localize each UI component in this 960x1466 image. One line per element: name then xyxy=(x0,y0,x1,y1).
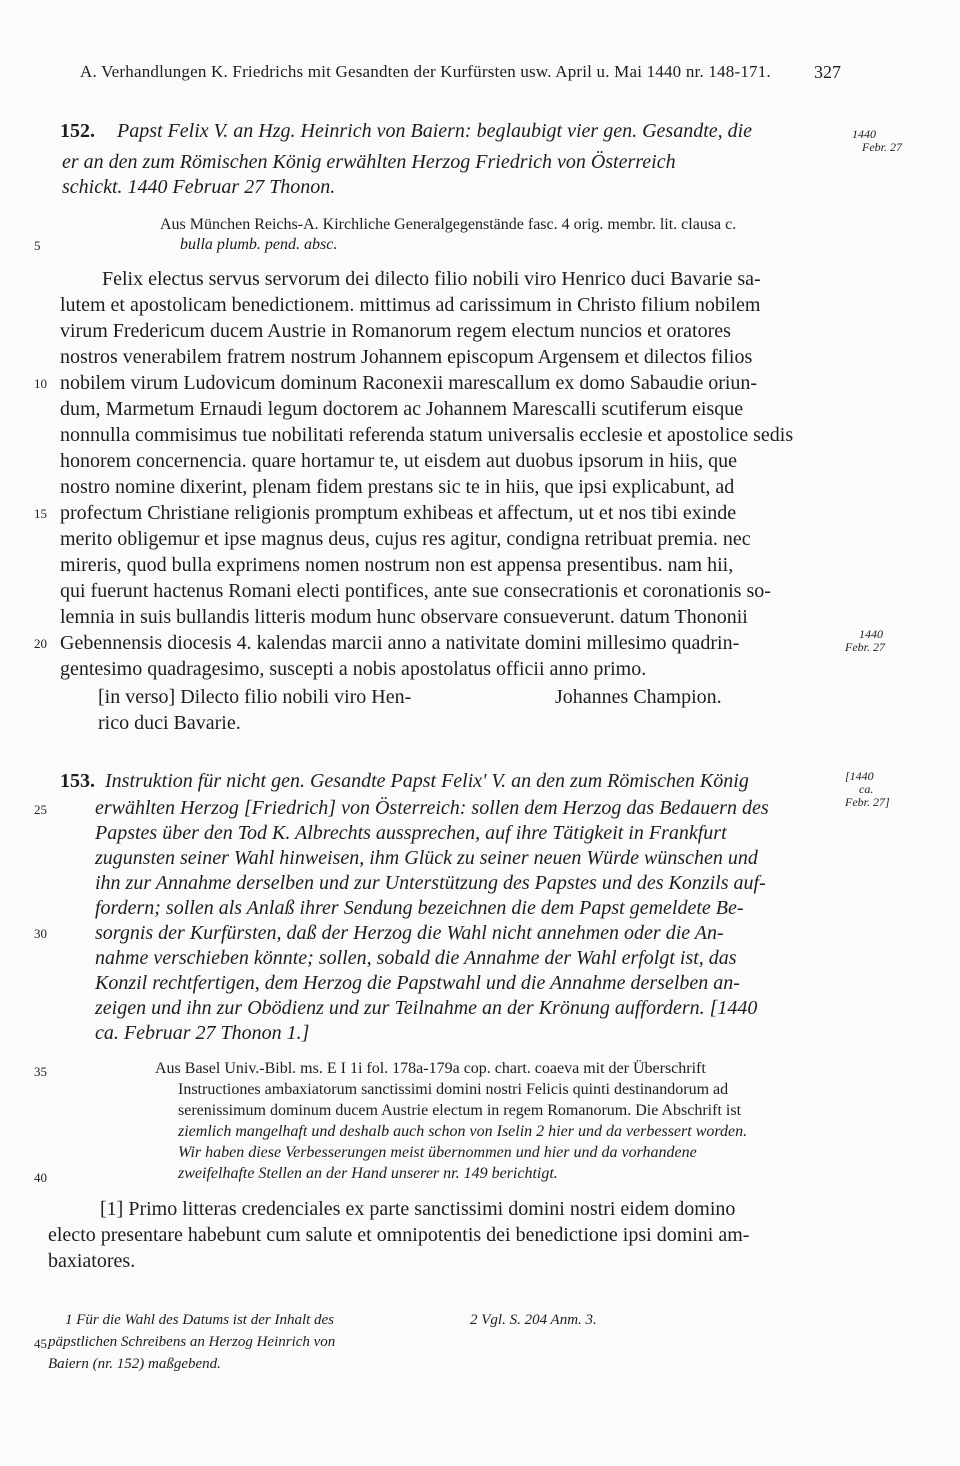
doc153-regest-line-6: fordern; sollen als Anlaß ihrer Sendung bezeichnen die dem Papst gemeldete Be- xyxy=(95,897,744,919)
line-number-25: 25 xyxy=(34,802,47,817)
doc152-text-line-6: dum, Marmetum Ernaudi legum doctorem ac Johannem Marescalli scutiferum eisque xyxy=(60,398,744,420)
doc152-text-line-14: lemnia in suis bullandis litteris modum hunc observare consueverunt. datum Thononii xyxy=(60,606,748,628)
doc153-source-line-3: serenissimum dominum ducem Austrie electum in regem Romanorum. Die Abschrift ist xyxy=(178,1102,742,1119)
doc153-source-line-4: ziemlich mangelhaft und deshalb auch schon von Iselin 2 hier und da verbessert worden. xyxy=(178,1123,748,1140)
line-number-45: 45 xyxy=(34,1336,47,1351)
doc153-regest-line-10: zeigen und ihn zur Obödienz und zur Teilnahme an der Krönung auffordern. [1440 xyxy=(95,997,758,1019)
doc153-regest-line-2: erwählten Herzog [Friedrich] von Österreich: sollen dem Herzog das Bedauern des xyxy=(95,797,769,819)
doc152-text-line-4: nostros venerabilem fratrem nostrum Johannem episcopum Argensem et dilectos filios xyxy=(60,346,753,368)
running-title: A. Verhandlungen K. Friedrichs mit Gesandten der Kurfürsten usw. April u. Mai 1440 nr. 148-171. xyxy=(80,62,771,81)
doc153-text-line-1: [1] Primo litteras credenciales ex parte sanctissimi domini nostri eidem domino xyxy=(100,1198,736,1220)
doc153-regest-line-7: sorgnis der Kurfürsten, daß der Herzog die Wahl nicht annehmen oder die An- xyxy=(95,922,724,944)
footnote-2: 2 Vgl. S. 204 Anm. 3. xyxy=(470,1312,597,1328)
doc152-text-line-8: honorem concernencia. quare hortamur te, ut eisdem aut duobus ipsorum in hiis, que xyxy=(60,450,738,472)
doc152-source-line-1: Aus München Reichs-A. Kirchliche Generalgegenstände fasc. 4 orig. membr. lit. clausa c. xyxy=(160,216,737,233)
line-number-10: 10 xyxy=(34,376,47,391)
doc152-text-line-7: nonnulla commisimus tue nobilitati referenda statum universalis ecclesie et apostolice sedis xyxy=(60,424,794,446)
doc153-number: 153. xyxy=(60,770,95,792)
doc152-regest-line-3: schickt. 1440 Februar 27 Thonon. xyxy=(62,176,336,198)
doc152-text-line-12: mireris, quod bulla exprimens nomen nostrum non est appensa presentibus. nam hii, xyxy=(60,554,734,576)
doc153-regest-line-1: Instruktion für nicht gen. Gesandte Papst Felix' V. an den zum Römischen König xyxy=(105,770,749,792)
doc153-regest-line-8: nahme verschieben könnte; sollen, sobald die Annahme der Wahl erfolgt ist, das xyxy=(95,947,737,969)
doc153-regest-line-3: Papstes über den Tod K. Albrechts aussprechen, auf ihre Tätigkeit in Frankfurt xyxy=(95,822,727,844)
doc152-text-margin-date: 1440 Febr. 27 xyxy=(845,627,885,654)
line-number-5: 5 xyxy=(34,238,41,253)
doc153-margin-date: [1440 ca. Febr. 27] xyxy=(845,769,890,809)
doc152-signature: Johannes Champion. xyxy=(555,686,722,708)
doc152-text-line-13: qui fuerunt hactenus Romani electi pontifices, ante sue consecrationis et coronationis so- xyxy=(60,580,771,602)
doc152-margin-date: 1440 Febr. 27 xyxy=(852,127,902,154)
doc152-text-line-2: lutem et apostolicam benedictionem. mittimus ad carissimum in Christo filium nobilem xyxy=(60,294,761,316)
line-number-20: 20 xyxy=(34,636,47,651)
footnote-1-line-3: Baiern (nr. 152) maßgebend. xyxy=(48,1356,221,1372)
line-number-35: 35 xyxy=(34,1064,47,1079)
doc153-regest-line-11: ca. Februar 27 Thonon 1.] xyxy=(95,1022,310,1044)
line-number-40: 40 xyxy=(34,1170,47,1185)
doc153-source-line-6: zweifelhafte Stellen an der Hand unserer nr. 149 berichtigt. xyxy=(178,1165,558,1182)
doc153-regest-line-4: zugunsten seiner Wahl hinweisen, ihm Glück zu seiner neuen Würde wünschen und xyxy=(95,847,758,869)
doc152-verso-line-2: rico duci Bavarie. xyxy=(98,712,241,734)
doc152-text-line-9: nostro nomine dixerint, plenam fidem prestans sic te in hiis, que ipsi explicabunt, ad xyxy=(60,476,735,498)
doc152-text-line-16: gentesimo quadragesimo, suscepti a nobis apostolatus officii anno primo. xyxy=(60,658,647,680)
doc152-text-line-11: merito obligemur et ipse magnus deus, cujus res agitur, condigna retribuat premia. nec xyxy=(60,528,751,550)
footnote-1-line-1: 1 Für die Wahl des Datums ist der Inhalt des xyxy=(65,1312,335,1328)
line-number-15: 15 xyxy=(34,506,47,521)
doc152-number: 152. xyxy=(60,120,95,142)
doc153-regest-line-9: Konzil rechtfertigen, dem Herzog die Papstwahl und die Annahme derselben an- xyxy=(95,972,740,994)
doc152-text-line-10: profectum Christiane religionis promptum exhibeas et affectum, ut et nos tibi exinde xyxy=(60,502,737,524)
doc152-regest-line-2: er an den zum Römischen König erwählten Herzog Friedrich von Österreich xyxy=(62,151,676,173)
doc153-text-line-3: baxiatores. xyxy=(48,1250,136,1272)
doc152-text-line-1: Felix electus servus servorum dei dilecto filio nobili viro Henrico duci Bavarie sa- xyxy=(102,268,761,290)
doc153-source-line-1: Aus Basel Univ.-Bibl. ms. E I 1i fol. 178a-179a cop. chart. coaeva mit der Überschrift xyxy=(155,1060,706,1077)
doc152-text-line-5: nobilem virum Ludovicum dominum Raconexii marescallum ex domo Sabaudie oriun- xyxy=(60,372,758,394)
doc153-regest-line-5: ihn zur Annahme derselben und zur Unterstützung des Papstes und des Konzils auf- xyxy=(95,872,766,894)
doc153-text-line-2: electo presentare habebunt cum salute et omnipotentis dei benedictione ipsi domini am- xyxy=(48,1224,750,1246)
doc153-source-line-2: Instructiones ambaxiatorum sanctissimi domini nostri Felicis quinti destinandorum ad xyxy=(178,1081,729,1098)
page-number: 327 xyxy=(814,62,841,82)
doc153-source-line-5: Wir haben diese Verbesserungen meist übernommen und hier und da vorhandene xyxy=(178,1144,697,1161)
doc152-text-line-15: Gebennensis diocesis 4. kalendas marcii anno a nativitate domini millesimo quadrin- xyxy=(60,632,740,654)
footnote-1-line-2: päpstlichen Schreibens an Herzog Heinrich von xyxy=(48,1334,336,1350)
doc152-regest-line-1: Papst Felix V. an Hzg. Heinrich von Baiern: beglaubigt vier gen. Gesandte, die xyxy=(117,120,753,142)
doc152-verso-line-1: [in verso] Dilecto filio nobili viro Hen- xyxy=(98,686,412,708)
line-number-30: 30 xyxy=(34,926,47,941)
doc152-text-line-3: virum Fredericum ducem Austrie in Romanorum regem electum nuncios et oratores xyxy=(60,320,731,342)
doc152-source-line-2: bulla plumb. pend. absc. xyxy=(180,236,338,253)
